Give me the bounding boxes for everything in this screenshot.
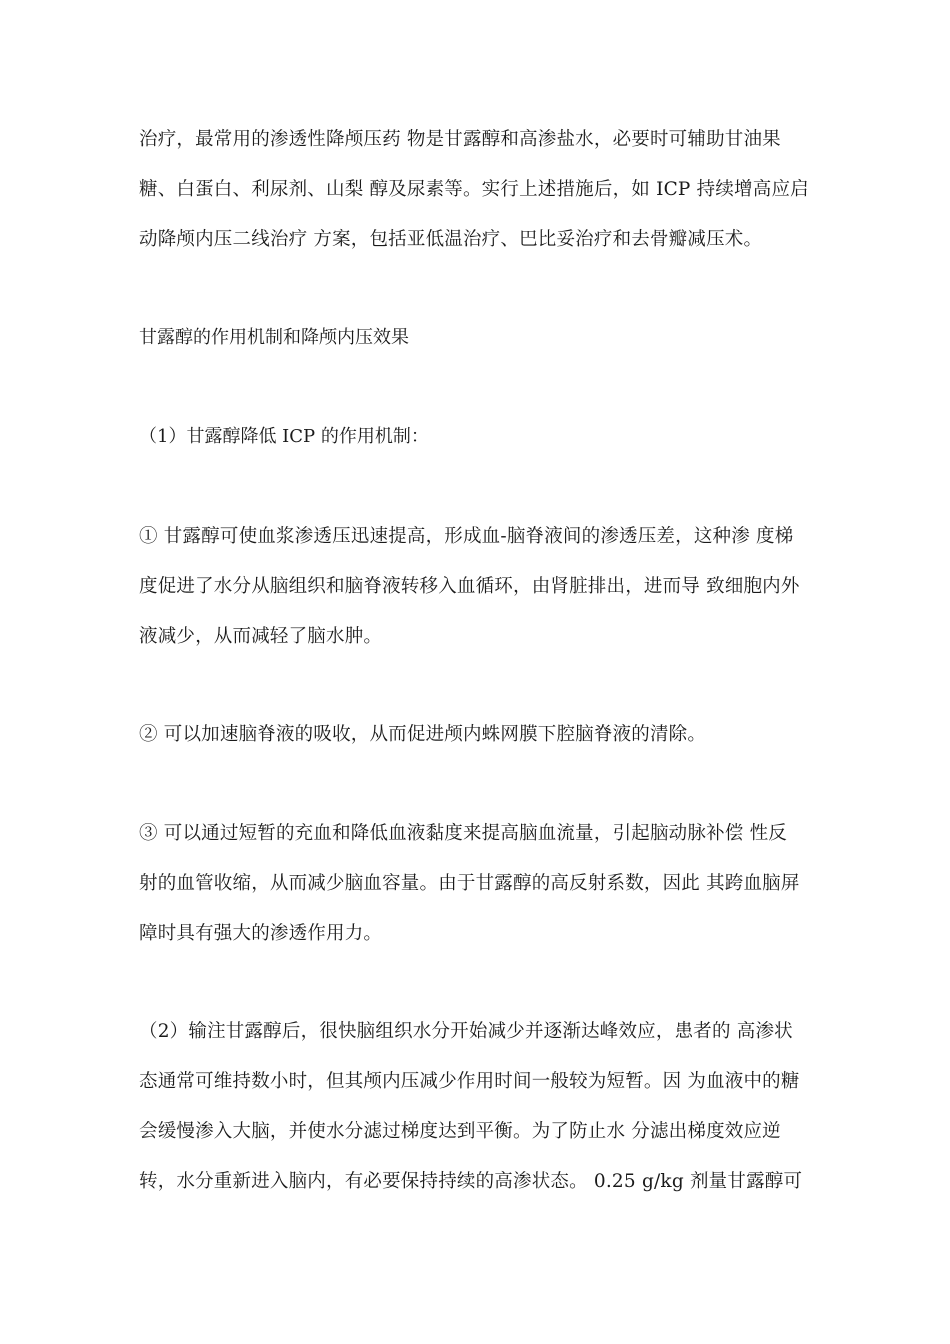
point-2-line-1: ② 可以加速脑脊液的吸收，从而促进颅内蛛网膜下腔脑脊液的清除。 [139,724,707,745]
intro-line-2: 糖、白蛋白、利尿剂、山梨 醇及尿素等。实行上述措施后，如 ICP 持续增高应启 [139,179,809,200]
point-1-line-1: ① 甘露醇可使血浆渗透压迅速提高，形成血-脑脊液间的渗透压差，这种渗 度梯 [139,526,794,547]
intro-line-1: 治疗，最常用的渗透性降颅压药 物是甘露醇和高渗盐水，必要时可辅助甘油果 [139,129,781,150]
sub-heading-1: （1）甘露醇降低 ICP 的作用机制： [139,426,429,447]
section-title: 甘露醇的作用机制和降颅内压效果 [139,327,409,348]
sub-heading-2-line-1: （2）输注甘露醇后，很快脑组织水分开始减少并逐渐达峰效应，患者的 高渗状 [139,1021,793,1042]
point-1-line-2: 度促进了水分从脑组织和脑脊液转移入血循环，由肾脏排出，进而导 致细胞内外 [139,576,800,597]
sub-heading-2-line-4: 转，水分重新进入脑内，有必要保持持续的高渗状态。 0.25 g/kg 剂量甘露醇可 [139,1171,803,1192]
point-3-line-3: 障时具有强大的渗透作用力。 [139,923,383,944]
point-3-line-2: 射的血管收缩，从而减少脑血容量。由于甘露醇的高反射系数，因此 其跨血脑屏 [139,873,800,894]
point-1-line-3: 液减少，从而减轻了脑水肿。 [139,626,383,647]
sub-heading-2-line-2: 态通常可维持数小时，但其颅内压减少作用时间一般较为短暂。因 为血液中的糖 [139,1071,800,1092]
intro-line-3: 动降颅内压二线治疗 方案，包括亚低温治疗、巴比妥治疗和去骨瓣减压术。 [139,229,763,250]
point-3-line-1: ③ 可以通过短暂的充血和降低血液黏度来提高脑血流量，引起脑动脉补偿 性反 [139,823,787,844]
sub-heading-2-line-3: 会缓慢渗入大脑，并使水分滤过梯度达到平衡。为了防止水 分滤出梯度效应逆 [139,1121,781,1142]
